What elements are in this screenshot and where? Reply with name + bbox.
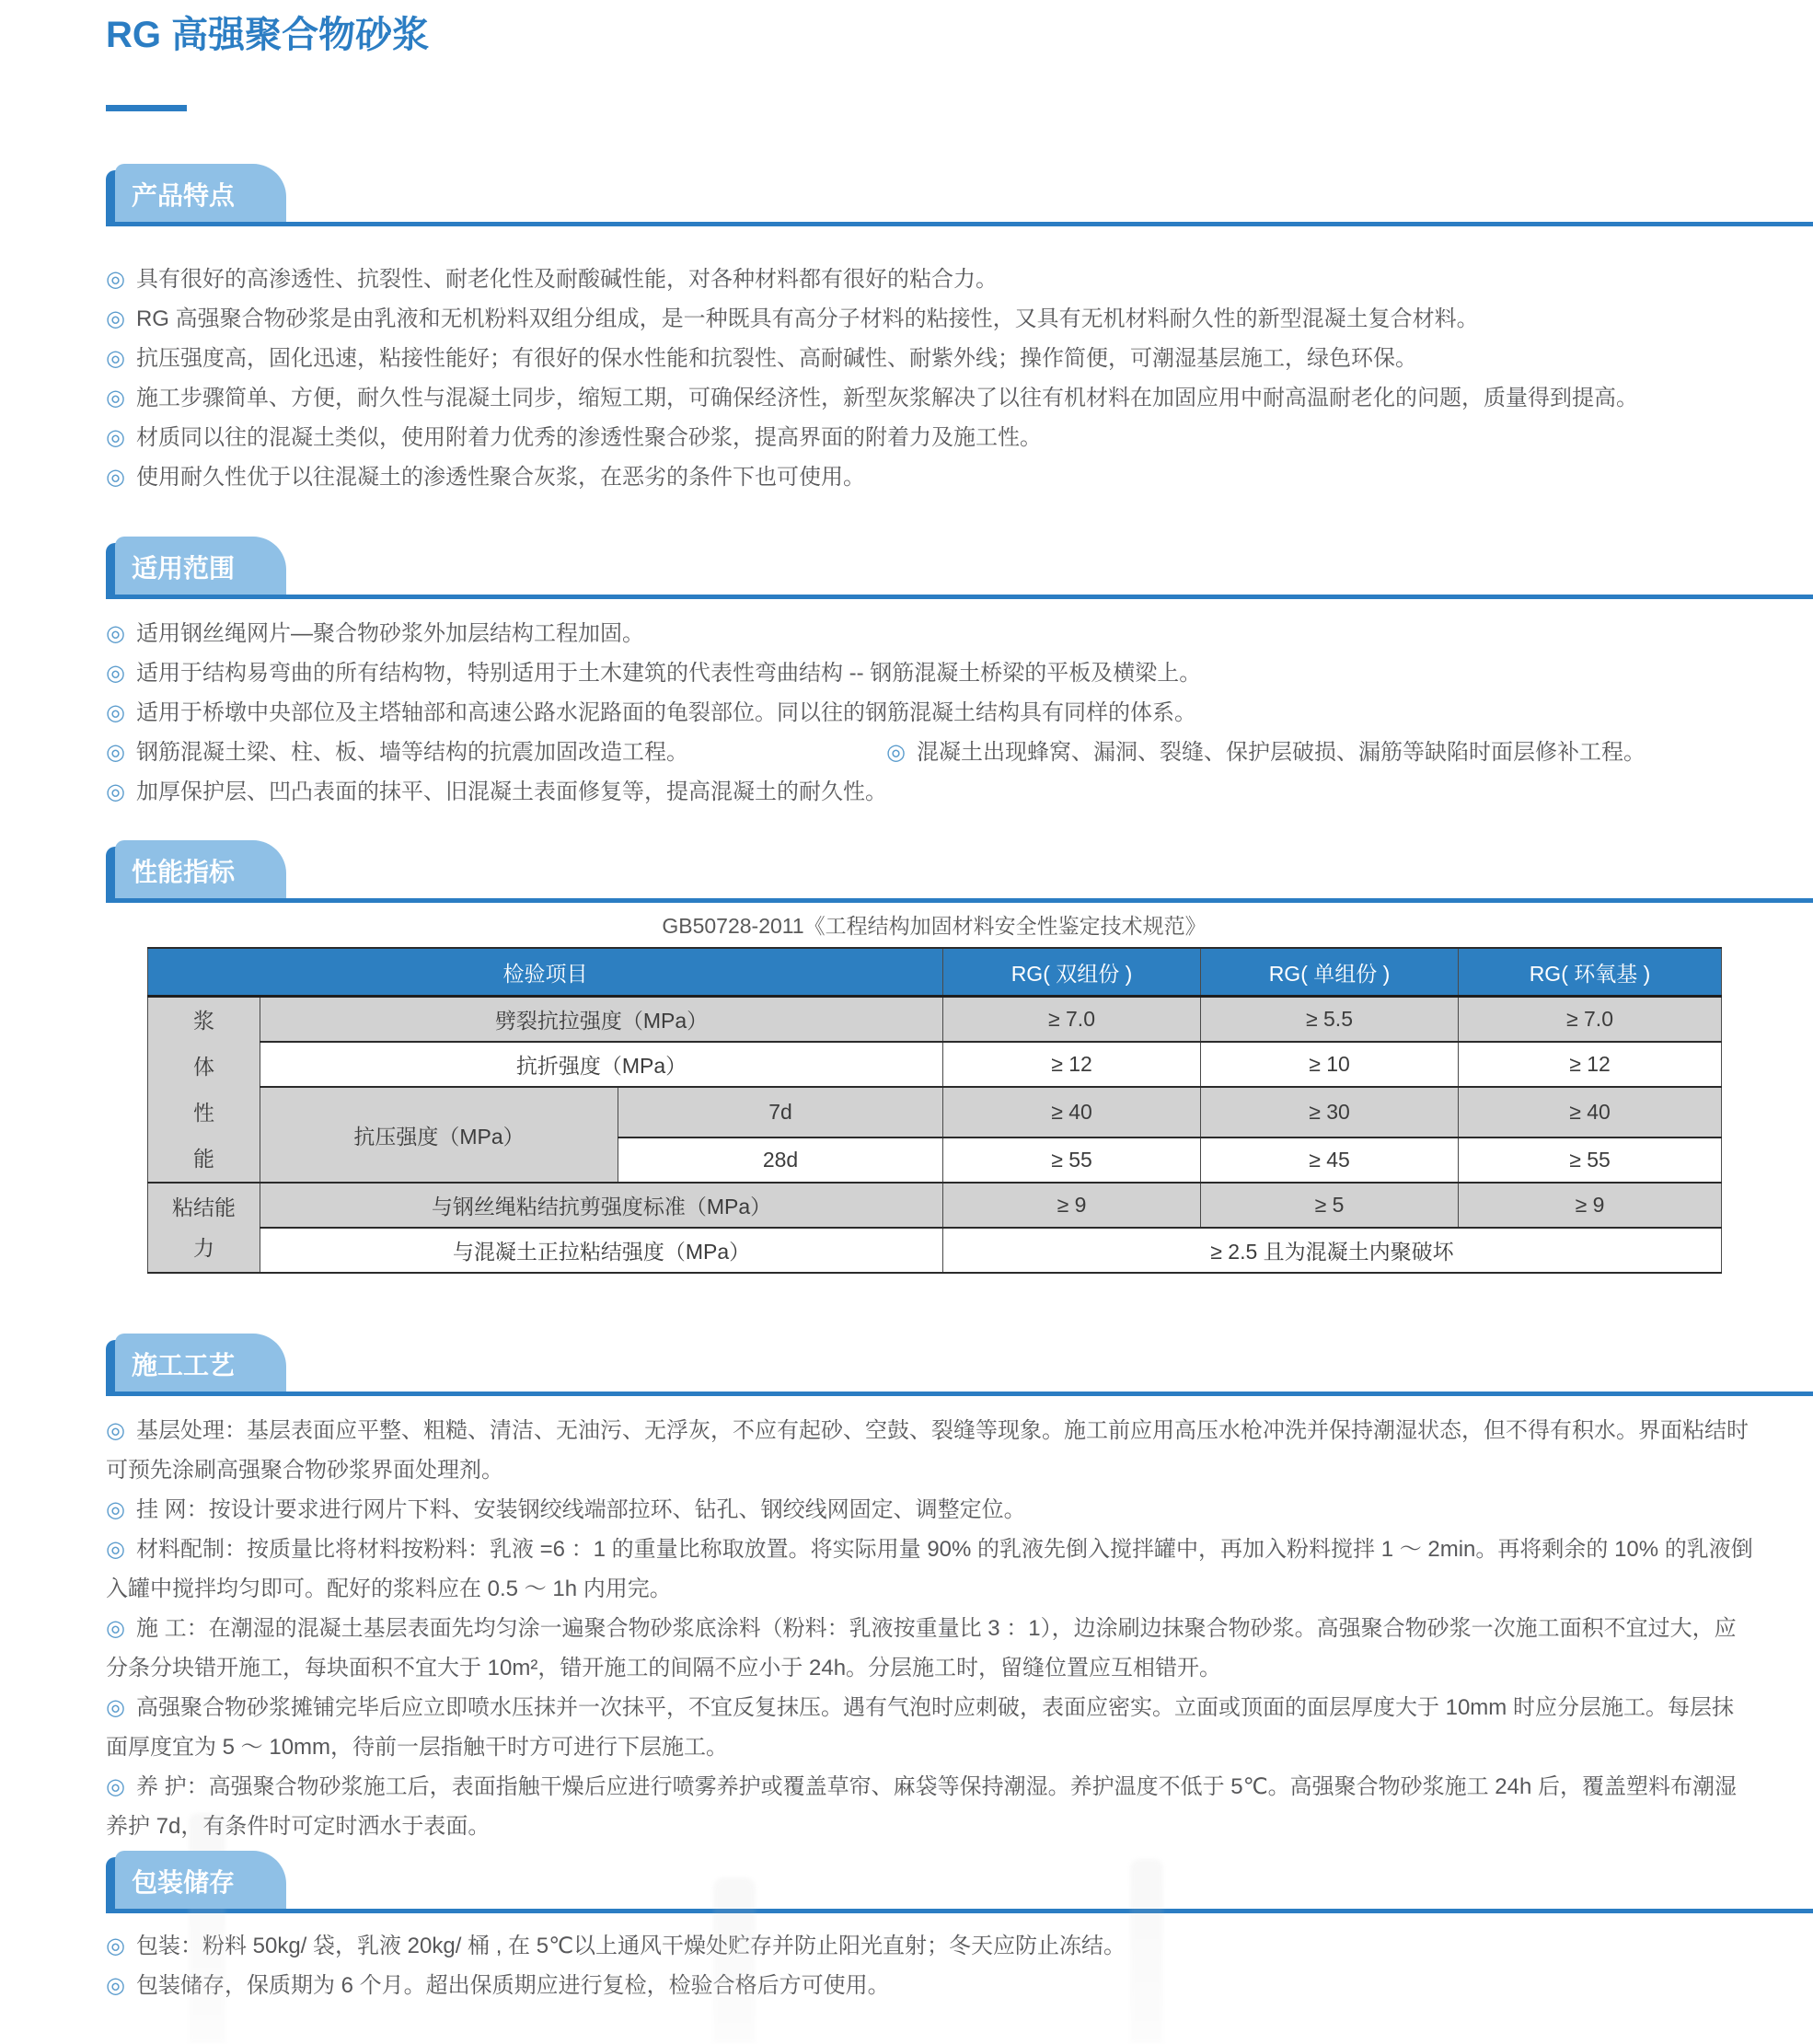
list-item-segment — [106, 1774, 1737, 1839]
list-item — [106, 418, 1754, 457]
list-item — [106, 1966, 1754, 2005]
list-item-text: 基层处理：基层表面应平整、粗糙、清洁、无油污、无浮灰，不应有起砂、空鼓、裂缝等现象。施工前应用高压水枪冲洗并保持潮湿状态，但不得有积水。界面粘结时可预先涂刷高强聚合物砂浆界面处理剂。 — [106, 1418, 1749, 1483]
bullet-icon: ◎ — [106, 1497, 125, 1522]
section-packaging — [106, 1857, 1754, 2005]
list-item — [106, 1530, 1754, 1609]
value-cell-span: ≥ 2.5 且为混凝土内聚破坏 — [943, 1228, 1722, 1273]
value-cell: ≥ 10 — [1201, 1042, 1459, 1087]
list-item-segment — [106, 386, 1638, 410]
section-badge-label: 施工工艺 — [132, 1351, 236, 1380]
row-label-compressive: 抗压强度（MPa） — [260, 1087, 618, 1183]
list-item — [106, 299, 1754, 339]
table-row — [148, 1042, 1722, 1087]
list-item-text: 加厚保护层、凹凸表面的抹平、旧混凝土表面修复等，提高混凝土的耐久性。 — [135, 779, 887, 804]
feature-list — [106, 260, 1754, 497]
list-item-text: 适用钢丝绳网片—聚合物砂浆外加层结构工程加固。 — [135, 621, 644, 646]
list-item-text: 使用耐久性优于以往混凝土的渗透性聚合灰浆，在恶劣的条件下也可使用。 — [135, 465, 865, 490]
bullet-icon: ◎ — [106, 1973, 125, 1998]
page-title: RG 高强聚合物砂浆 — [106, 15, 430, 55]
performance-table — [147, 947, 1722, 1274]
header-cell-rg-double: RG( 双组份 ) — [943, 948, 1201, 997]
row-label: 与混凝土正拉粘结强度（MPa） — [260, 1228, 943, 1273]
bullet-icon: ◎ — [106, 267, 125, 292]
section-header — [106, 1340, 1813, 1396]
group-label-paste — [148, 997, 260, 1184]
list-item-segment — [106, 267, 998, 292]
packaging-list — [106, 1926, 1754, 2005]
bullet-icon: ◎ — [106, 1934, 125, 1958]
list-item-text: 包装：粉料 50kg/ 袋，乳液 20kg/ 桶 , 在 5℃以上通风干燥处贮存并防止阳光直射；冬天应防止冻结。 — [135, 1934, 1126, 1958]
row-label: 抗折强度（MPa） — [260, 1042, 943, 1087]
title-underline — [106, 105, 187, 111]
list-item-segment — [886, 740, 1646, 765]
section-badge-label: 产品特点 — [132, 181, 236, 210]
list-item — [106, 1411, 1754, 1490]
bullet-icon: ◎ — [106, 465, 125, 490]
bullet-icon: ◎ — [106, 1616, 125, 1641]
list-item — [106, 378, 1754, 418]
value-cell: ≥ 30 — [1201, 1087, 1459, 1137]
bullet-icon: ◎ — [106, 386, 125, 410]
list-item — [106, 772, 1754, 812]
list-item-text: 施工步骤简单、方便，耐久性与混凝土同步，缩短工期，可确保经济性，新型灰浆解决了以往有机材料在加固应用中耐高温耐老化的问题，质量得到提高。 — [135, 386, 1638, 410]
bullet-icon: ◎ — [106, 740, 125, 765]
list-item-segment — [106, 661, 1201, 686]
list-item-segment — [106, 1695, 1734, 1760]
bullet-icon: ◎ — [106, 621, 125, 646]
list-item-segment — [106, 733, 886, 772]
table-row — [148, 1183, 1722, 1228]
list-item-text: 挂 网：按设计要求进行网片下料、安装钢绞线端部拉环、钻孔、钢绞线网固定、调整定位。 — [135, 1497, 1026, 1522]
value-cell: ≥ 45 — [1201, 1137, 1459, 1183]
list-item-segment — [106, 465, 865, 490]
list-item — [106, 733, 1754, 772]
list-item — [106, 1609, 1754, 1688]
value-cell: ≥ 9 — [1459, 1183, 1722, 1228]
list-item-text: 材料配制：按质量比将材料按粉料：乳液 =6 ：1 的重量比称取放置。将实际用量 90% 的乳液先倒入搅拌罐中，再加入粉料搅拌 1 ～ 2min。再将剩余的 10% 的乳液倒入罐中搅拌均匀即可。配好的浆料应在 0.5 ～ 1h 内用完。 — [106, 1537, 1753, 1601]
list-item-segment — [106, 1934, 1126, 1958]
process-list — [106, 1411, 1754, 1846]
list-item — [106, 457, 1754, 497]
row-label: 与钢丝绳粘结抗剪强度标准（MPa） — [260, 1183, 943, 1228]
section-header — [106, 170, 1813, 226]
value-cell: ≥ 40 — [1459, 1087, 1722, 1137]
list-item — [106, 1688, 1754, 1767]
value-cell: ≥ 55 — [1459, 1137, 1722, 1183]
list-item-text: 抗压强度高，固化迅速，粘接性能好；有很好的保水性能和抗裂性、高耐碱性、耐紫外线；操作简便，可潮湿基层施工，绿色环保。 — [135, 346, 1417, 371]
value-cell: ≥ 5.5 — [1201, 997, 1459, 1043]
table-row — [148, 1087, 1722, 1137]
list-item — [106, 1767, 1754, 1846]
list-item — [106, 339, 1754, 378]
group-label-text: 浆体性能 — [193, 1009, 214, 1171]
list-item-segment — [106, 779, 887, 804]
list-item-text: 施 工：在潮湿的混凝土基层表面先均匀涂一遍聚合物砂浆底涂料（粉料：乳液按重量比 3 ：1），边涂刷边抹聚合物砂浆。高强聚合物砂浆一次施工面积不宜过大，应分条分块错开施工，每块面积不宜大于 10m²，错开施工的间隔不应小于 24h。分层施工时，留缝位置应互相错开。 — [106, 1616, 1737, 1680]
list-item-segment — [106, 1616, 1737, 1680]
list-item — [106, 260, 1754, 299]
value-cell: ≥ 7.0 — [1459, 997, 1722, 1043]
value-cell: ≥ 40 — [943, 1087, 1201, 1137]
section-badge-label: 包装储存 — [132, 1868, 236, 1897]
sub-label-28d: 28d — [618, 1137, 943, 1183]
value-cell: ≥ 12 — [943, 1042, 1201, 1087]
section-scope — [106, 543, 1754, 812]
list-item-segment — [106, 346, 1417, 371]
section-badge — [106, 170, 273, 222]
list-item-text: 具有很好的高渗透性、抗裂性、耐老化性及耐酸碱性能，对各种材料都有很好的粘合力。 — [135, 267, 998, 292]
list-item-text: 材质同以往的混凝土类似，使用附着力优秀的渗透性聚合砂浆，提高界面的附着力及施工性。 — [135, 425, 1042, 450]
header-cell-rg-single: RG( 单组份 ) — [1201, 948, 1459, 997]
value-cell: ≥ 7.0 — [943, 997, 1201, 1043]
list-item — [106, 653, 1754, 693]
row-label: 劈裂抗拉强度（MPa） — [260, 997, 943, 1043]
section-badge — [106, 543, 273, 595]
list-item-text: 适用于结构易弯曲的所有结构物，特别适用于土木建筑的代表性弯曲结构 -- 钢筋混凝土桥梁的平板及横梁上。 — [135, 661, 1202, 686]
list-item-text: 钢筋混凝土梁、柱、板、墙等结构的抗震加固改造工程。 — [135, 740, 688, 765]
list-item-segment — [106, 1973, 890, 1998]
header-cell-item: 检验项目 — [148, 948, 943, 997]
bullet-icon: ◎ — [106, 1537, 125, 1562]
list-item-segment — [106, 425, 1042, 450]
list-item — [106, 1490, 1754, 1530]
list-item-segment — [106, 1418, 1749, 1483]
bullet-icon: ◎ — [106, 1774, 125, 1799]
bullet-icon: ◎ — [106, 306, 125, 331]
group-label-text: 粘结能力 — [171, 1195, 236, 1260]
bullet-icon: ◎ — [106, 425, 125, 450]
section-badge — [106, 1857, 273, 1909]
bullet-icon: ◎ — [886, 740, 906, 765]
list-item-segment — [106, 700, 1196, 725]
table-header-row — [148, 948, 1722, 997]
list-item-text: 养 护：高强聚合物砂浆施工后，表面指触干燥后应进行喷雾养护或覆盖草帘、麻袋等保持潮湿。养护温度不低于 5℃。高强聚合物砂浆施工 24h 后，覆盖塑料布潮湿养护 7d，有条件时可定时洒水于表面。 — [106, 1774, 1737, 1839]
bullet-icon: ◎ — [106, 700, 125, 725]
section-badge-label: 性能指标 — [132, 858, 236, 886]
bullet-icon: ◎ — [106, 1418, 125, 1443]
list-item-text: RG 高强聚合物砂浆是由乳液和无机粉料双组分组成，是一种既具有高分子材料的粘接性，又具有无机材料耐久性的新型混凝土复合材料。 — [135, 306, 1479, 331]
bullet-icon: ◎ — [106, 779, 125, 804]
scope-list — [106, 614, 1754, 812]
table-caption: GB50728-2011《工程结构加固材料安全性鉴定技术规范》 — [662, 914, 1207, 938]
list-item-text: 适用于桥墩中央部位及主塔轴部和高速公路水泥路面的龟裂部位。同以往的钢筋混凝土结构具有同样的体系。 — [135, 700, 1196, 725]
table-row — [148, 1228, 1722, 1273]
list-item-text: 包装储存，保质期为 6 个月。超出保质期应进行复检，检验合格后方可使用。 — [135, 1973, 890, 1998]
section-performance — [106, 847, 1754, 1274]
group-label-bond — [148, 1183, 260, 1273]
list-item — [106, 693, 1754, 733]
list-item-segment — [106, 621, 644, 646]
table-row — [148, 997, 1722, 1043]
sub-label-7d: 7d — [618, 1087, 943, 1137]
section-process — [106, 1340, 1754, 1846]
list-item-segment — [106, 306, 1479, 331]
section-badge — [106, 1340, 273, 1392]
value-cell: ≥ 55 — [943, 1137, 1201, 1183]
value-cell: ≥ 9 — [943, 1183, 1201, 1228]
bullet-icon: ◎ — [106, 346, 125, 371]
section-header — [106, 1857, 1813, 1913]
bullet-icon: ◎ — [106, 1695, 125, 1720]
value-cell: ≥ 5 — [1201, 1183, 1459, 1228]
header-cell-rg-epoxy: RG( 环氧基 ) — [1459, 948, 1722, 997]
section-header — [106, 543, 1813, 599]
list-item — [106, 1926, 1754, 1966]
list-item-segment — [106, 1537, 1753, 1601]
value-cell: ≥ 12 — [1459, 1042, 1722, 1087]
section-badge-label: 适用范围 — [132, 554, 236, 583]
list-item — [106, 614, 1754, 653]
section-header — [106, 847, 1813, 903]
section-badge — [106, 847, 273, 898]
bullet-icon: ◎ — [106, 661, 125, 686]
section-features — [106, 170, 1754, 497]
list-item-text: 高强聚合物砂浆摊铺完毕后应立即喷水压抹并一次抹平，不宜反复抹压。遇有气泡时应刺破，表面应密实。立面或顶面的面层厚度大于 10mm 时应分层施工。每层抹面厚度宜为 5 ～ 10mm，待前一层指触干时方可进行下层施工。 — [106, 1695, 1734, 1760]
list-item-segment — [106, 1497, 1026, 1522]
list-item-text: 混凝土出现蜂窝、漏洞、裂缝、保护层破损、漏筋等缺陷时面层修补工程。 — [916, 740, 1646, 765]
